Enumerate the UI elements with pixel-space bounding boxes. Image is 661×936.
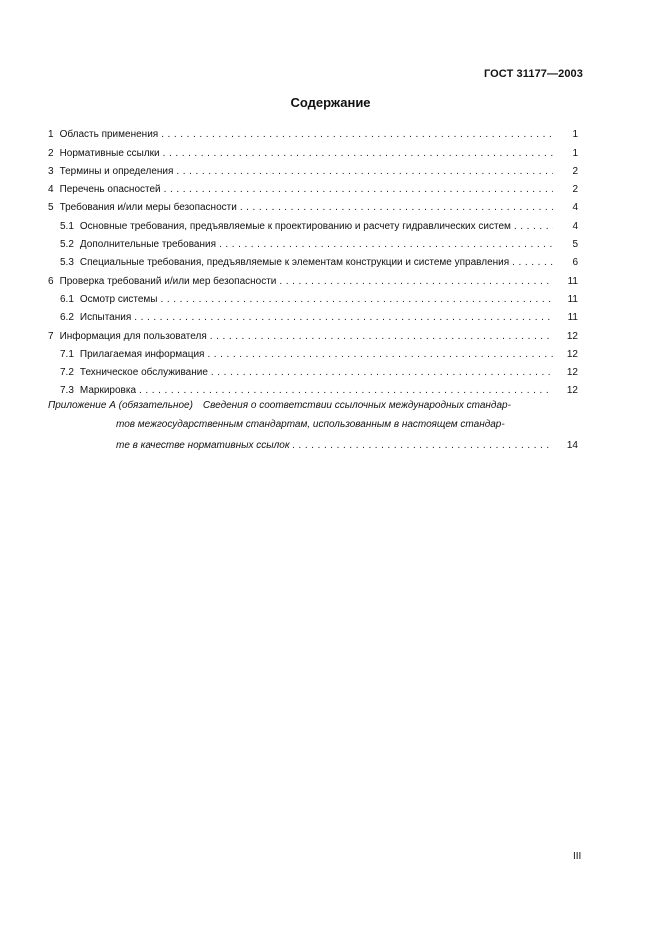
- leader-dots: [139, 385, 553, 397]
- toc-entry-title: Осмотр системы: [79, 293, 158, 305]
- toc-entry[interactable]: [48, 196, 578, 214]
- leader-dots: [293, 440, 553, 452]
- page-number-footer: III: [573, 851, 582, 862]
- toc-entry-title: Перечень опасностей: [59, 184, 161, 196]
- toc-entry-title: Термины и определения: [59, 165, 174, 177]
- toc-entry-number: 6.2: [60, 312, 74, 324]
- toc-entry[interactable]: [48, 141, 578, 159]
- toc-appendix-entry[interactable]: [48, 397, 578, 452]
- toc-entry[interactable]: [48, 288, 578, 306]
- toc-entry-title: Техническое обслуживание: [79, 367, 208, 379]
- toc-entry-title: Дополнительные требования: [79, 239, 217, 251]
- toc-entry-page-number: 4: [572, 220, 578, 232]
- leader-dots: [164, 184, 553, 196]
- toc-title: Содержание: [290, 95, 371, 110]
- toc-entry-page-number: 11: [567, 312, 578, 324]
- toc-entry-number: 7.2: [60, 367, 74, 379]
- toc-entry-title: Нормативные ссылки: [59, 147, 160, 159]
- leader-dots: [207, 349, 553, 361]
- leader-dots: [279, 276, 553, 288]
- leader-dots: [512, 257, 553, 269]
- toc-entry-title: Прилагаемая информация: [79, 348, 205, 360]
- leader-dots: [134, 312, 553, 324]
- toc-entry[interactable]: [48, 233, 578, 251]
- leader-dots: [210, 331, 553, 343]
- toc-entry-page-number: 2: [572, 165, 578, 177]
- toc-entry[interactable]: [48, 379, 578, 397]
- toc-entry[interactable]: [48, 214, 578, 232]
- toc-entry-title: Информация для пользователя: [59, 330, 207, 342]
- appendix-title-line-1: Сведения о соответствии ссылочных международных стандар-: [202, 400, 511, 412]
- toc-entry[interactable]: [48, 178, 578, 196]
- toc-entry-title: Область применения: [59, 129, 159, 141]
- leader-dots: [211, 367, 553, 379]
- leader-dots: [514, 221, 553, 233]
- toc-entry-number: 5: [48, 202, 54, 214]
- toc-entry-number: 7: [48, 330, 54, 342]
- leader-dots: [161, 129, 553, 141]
- toc-entry-page-number: 2: [572, 184, 578, 196]
- toc-entry-number: 5.1: [60, 220, 74, 232]
- toc-entry[interactable]: [48, 269, 578, 287]
- toc-entry-number: 1: [48, 129, 54, 141]
- toc-entry-title: Маркировка: [79, 385, 137, 397]
- appendix-page-number: 14: [566, 440, 578, 452]
- appendix-title-line-3: те в качестве нормативных ссылок: [116, 440, 290, 452]
- toc-entry-number: 4: [48, 184, 54, 196]
- toc-entry[interactable]: [48, 123, 578, 141]
- toc-entry-page-number: 11: [567, 293, 578, 305]
- toc-entry-page-number: 6: [572, 257, 578, 269]
- toc-entry-number: 5.2: [60, 239, 74, 251]
- toc-entry-number: 7.1: [60, 348, 74, 360]
- toc-entry[interactable]: [48, 306, 578, 324]
- toc-entry-page-number: 12: [566, 330, 578, 342]
- toc-entry-number: 6.1: [60, 293, 74, 305]
- appendix-label: Приложение А (обязательное): [48, 400, 193, 412]
- leader-dots: [219, 239, 553, 251]
- toc-entry-title: Основные требования, предъявляемые к проектированию и расчету гидравлических систем: [79, 220, 511, 232]
- toc-entry[interactable]: [48, 361, 578, 379]
- toc-entry-title: Требования и/или меры безопасности: [59, 202, 237, 214]
- toc-entry[interactable]: [48, 324, 578, 342]
- table-of-contents: [48, 123, 578, 452]
- appendix-title-line-2: тов межгосударственным стандартам, использованным в настоящем стандар-: [116, 418, 505, 430]
- toc-entry-title: Проверка требований и/или мер безопасности: [59, 275, 277, 287]
- toc-entry-page-number: 11: [567, 275, 578, 287]
- leader-dots: [161, 294, 554, 306]
- toc-entry-number: 5.3: [60, 257, 74, 269]
- toc-entry-number: 2: [48, 147, 54, 159]
- toc-entry-page-number: 1: [572, 147, 578, 159]
- toc-entry-title: Испытания: [79, 312, 132, 324]
- toc-entry-number: 3: [48, 165, 54, 177]
- toc-entry-page-number: 12: [566, 367, 578, 379]
- toc-entry-page-number: 5: [572, 239, 578, 251]
- toc-entry-page-number: 4: [572, 202, 578, 214]
- toc-entry[interactable]: [48, 343, 578, 361]
- leader-dots: [240, 202, 553, 214]
- toc-entry-number: 7.3: [60, 385, 74, 397]
- toc-entry-page-number: 12: [566, 348, 578, 360]
- toc-entry-page-number: 12: [566, 385, 578, 397]
- toc-entry-title: Специальные требования, предъявляемые к элементам конструкции и системе управления: [79, 257, 510, 269]
- document-header-code: ГОСТ 31177—2003: [483, 68, 583, 80]
- leader-dots: [163, 148, 553, 160]
- leader-dots: [176, 166, 553, 178]
- toc-entry[interactable]: [48, 160, 578, 178]
- toc-entry-number: 6: [48, 275, 54, 287]
- toc-entry[interactable]: [48, 251, 578, 269]
- toc-entry-page-number: 1: [572, 129, 578, 141]
